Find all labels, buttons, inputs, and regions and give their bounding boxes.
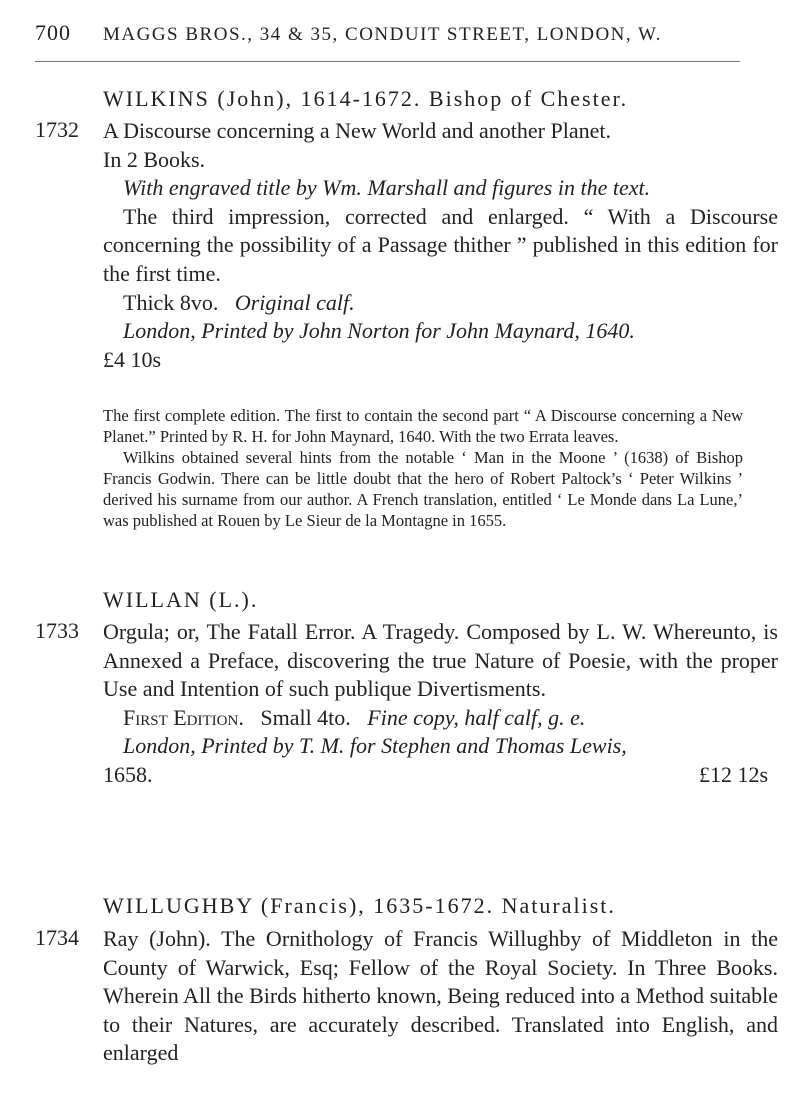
entry-notes-1732 xyxy=(103,405,743,531)
entry-number: 1734 xyxy=(35,925,79,950)
edition: First Edition. xyxy=(123,704,244,730)
entry-title: Orgula; or, The Fatall Error. A Tragedy. Composed by L. W. Whereunto, is Annexed a Preface, discovering the true Nature of Poesie, with the proper Use and Intention of such publique Divertisments. xyxy=(103,619,778,702)
header-rule xyxy=(35,61,740,62)
entry-number: 1733 xyxy=(35,618,79,643)
author-heading-willughby: WILLUGHBY (Francis), 1635-1672. Naturalist. xyxy=(103,893,616,918)
entry-title-line: A Discourse concerning a New World and another Planet. xyxy=(103,118,611,143)
format-binding xyxy=(103,289,778,318)
edition-description: The third impression, corrected and enlarged. “ With a Discourse concerning the possibility of a Passage thither ” published in this edition for the first time. xyxy=(103,203,778,286)
author-heading-willan: WILLAN (L.). xyxy=(103,587,259,612)
page-number: 700 xyxy=(35,20,71,45)
year-price-line xyxy=(103,761,778,790)
author-heading-wilkins: WILKINS (John), 1614-1672. Bishop of Chester. xyxy=(103,86,629,111)
binding: Original calf. xyxy=(234,289,355,315)
entry-title-line: In 2 Books. xyxy=(103,146,206,172)
running-head: MAGGS BROS., 34 & 35, CONDUIT STREET, LONDON, W. xyxy=(103,24,662,45)
format: Thick 8vo. xyxy=(123,289,219,315)
imprint: London, Printed by T. M. for Stephen and Thomas Lewis, xyxy=(123,733,627,759)
price: £4 10s xyxy=(103,346,162,372)
entry-body xyxy=(103,618,778,790)
format: Small 4to. xyxy=(260,704,351,730)
entry-body xyxy=(103,925,778,1068)
binding: Fine copy, half calf, g. e. xyxy=(367,704,586,730)
entry-number: 1732 xyxy=(35,117,79,142)
illustration-note: With engraved title by Wm. Marshall and figures in the text. xyxy=(123,175,651,201)
entry-body xyxy=(103,117,778,374)
imprint-year: 1658. xyxy=(103,761,153,787)
note-paragraph: Wilkins obtained several hints from the notable ‘ Man in the Moone ’ (1638) of Bishop Francis Godwin. There can be little doubt that the hero of Robert Paltock’s ‘ Peter Wilkins ’ derived his surname from our author. A French translation, entitled ‘ Le Monde dans La Lune,’ was published at Rouen by Le Sieur de la Montagne in 1655. xyxy=(103,448,743,530)
page-header xyxy=(35,20,775,46)
format-binding xyxy=(103,704,778,733)
imprint: London, Printed by John Norton for John Maynard, 1640. xyxy=(123,318,635,344)
note-paragraph: The first complete edition. The first to contain the second part “ A Discourse concerning a New Planet.” Printed by R. H. for John Maynard, 1640. With the two Errata leaves. xyxy=(103,406,743,446)
entry-text: Ray (John). The Ornithology of Francis Willughby of Middleton in the County of Warwick, Esq; Fellow of the Royal Society. In Three Books. Wherein All the Birds hitherto known, Being reduced into a Method suitable to their Natures, are accurately described. Translated into English, and enlarged xyxy=(103,926,778,1066)
price: £12 12s xyxy=(698,761,768,787)
